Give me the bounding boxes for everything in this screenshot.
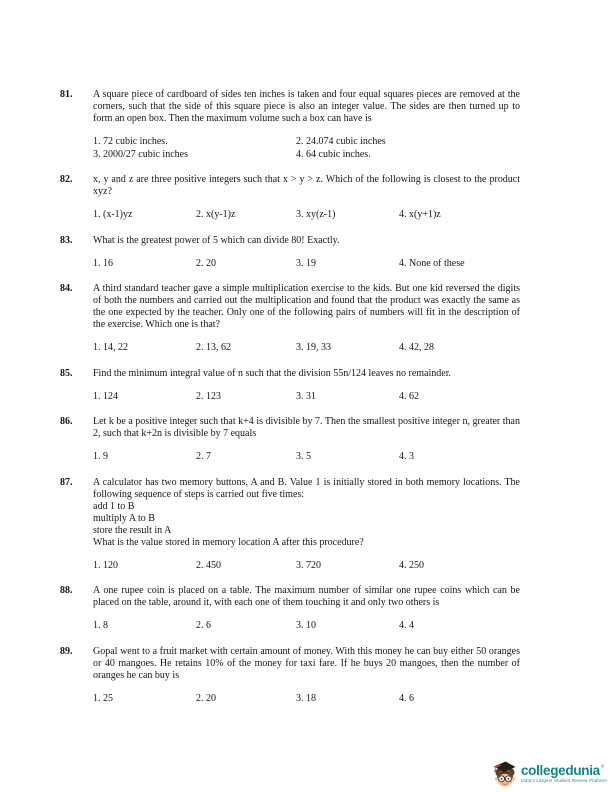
question-number: 84. bbox=[60, 283, 73, 294]
option: 3. 10 bbox=[296, 620, 316, 631]
options-row bbox=[93, 560, 520, 573]
options-row bbox=[93, 620, 520, 633]
question-number: 88. bbox=[60, 585, 73, 596]
question-body bbox=[93, 646, 520, 706]
option: 2. 13, 62 bbox=[196, 342, 231, 353]
registered-trademark-mark: ® bbox=[600, 764, 605, 769]
question-text: What is the greatest power of 5 which can divide 80! Exactly. bbox=[93, 234, 340, 246]
option: 1. 25 bbox=[93, 692, 113, 704]
question-body bbox=[93, 585, 520, 633]
option: 1. 16 bbox=[93, 257, 113, 269]
option: 2. 24.074 cubic inches bbox=[296, 136, 386, 147]
option: 4. 62 bbox=[399, 390, 419, 402]
option: 4. x(y+1)z bbox=[399, 209, 441, 220]
option: 1. 8 bbox=[93, 620, 108, 631]
question-text: store the result in A bbox=[93, 524, 172, 536]
option: 4. 42, 28 bbox=[399, 342, 434, 353]
option: 1. 9 bbox=[93, 451, 108, 462]
option: 4. 4 bbox=[399, 620, 414, 631]
option: 1. 120 bbox=[93, 559, 118, 571]
question-item bbox=[0, 235, 612, 271]
option: 1. (x-1)yz bbox=[93, 209, 133, 220]
question-number: 83. bbox=[60, 234, 73, 246]
option: 1. 72 cubic inches. bbox=[93, 136, 168, 147]
option: 3. 31 bbox=[296, 390, 316, 402]
option: 2. 450 bbox=[196, 559, 221, 571]
option: 2. 6 bbox=[196, 620, 211, 631]
option: 3. 720 bbox=[296, 559, 321, 571]
options-row bbox=[93, 391, 520, 404]
question-item bbox=[0, 646, 612, 706]
option: 1. 14, 22 bbox=[93, 342, 128, 353]
question-text: add 1 to B bbox=[93, 500, 135, 512]
question-item bbox=[0, 585, 612, 633]
question-item bbox=[0, 368, 612, 404]
option: 4. 250 bbox=[399, 559, 424, 571]
question-text: A one rupee coin is placed on a table. The maximum number of similar one rupee coins which can be placed on the table, around it, with each one of them touching it and only two others is bbox=[93, 585, 520, 608]
collegedunia-logo-text bbox=[521, 764, 607, 784]
option: 3. 19 bbox=[296, 257, 316, 269]
question-number: 81. bbox=[60, 89, 73, 100]
question-text: Gopal went to a fruit market with certain amount of money. With this money he can buy either 50 oranges or 40 mangoes. He retains 10% of the money for taxi fare. If he buys 20 mangoes, then the number of oranges he can buy is bbox=[93, 645, 520, 681]
question-text: A square piece of cardboard of sides ten inches is taken and four equal squares pieces are removed at the corners, such that the side of this square piece is also an integer value. The sides are then turned up to form an open box. Then the maximum volume such a box can have is bbox=[93, 89, 520, 124]
options-row bbox=[93, 136, 520, 161]
option: 4. 3 bbox=[399, 451, 414, 462]
collegedunia-brand-name: collegedunia bbox=[520, 763, 600, 778]
option: 2. 123 bbox=[196, 390, 221, 402]
question-body bbox=[93, 283, 520, 355]
option: 3. 19, 33 bbox=[296, 342, 331, 353]
question-number: 82. bbox=[60, 174, 73, 185]
question-text: Let k be a positive integer such that k+4 is divisible by 7. Then the smallest positive integer n, greater than 2, such that k+2n is divisible by 7 equals bbox=[93, 416, 520, 439]
option: 2. 7 bbox=[196, 451, 211, 462]
option: 2. x(y-1)z bbox=[196, 209, 236, 220]
option: 1. 124 bbox=[93, 390, 118, 402]
question-body bbox=[93, 477, 520, 573]
question-number: 85. bbox=[60, 367, 73, 379]
options-row bbox=[93, 258, 520, 271]
option: 2. 20 bbox=[196, 257, 216, 269]
question-text: A calculator has two memory buttons, A and B. Value 1 is initially stored in both memory locations. The following sequence of steps is carried out five times: bbox=[93, 476, 520, 500]
collegedunia-mascot-icon bbox=[492, 759, 518, 789]
option: 3. 5 bbox=[296, 451, 311, 462]
collegedunia-logo bbox=[492, 759, 607, 789]
option: 4. None of these bbox=[399, 257, 465, 269]
options-row bbox=[93, 451, 520, 464]
question-text: multiply A to B bbox=[93, 512, 155, 524]
question-item bbox=[0, 174, 612, 222]
question-text: Find the minimum integral value of n such that the division 55n/124 leaves no remainder. bbox=[93, 367, 451, 379]
question-item bbox=[0, 89, 612, 161]
question-item bbox=[0, 477, 612, 573]
questions-list bbox=[0, 89, 612, 718]
question-body bbox=[93, 235, 520, 271]
question-body bbox=[93, 174, 520, 222]
question-text: What is the value stored in memory location A after this procedure? bbox=[93, 536, 364, 548]
option: 3. xy(z-1) bbox=[296, 209, 336, 220]
option: 2. 20 bbox=[196, 692, 216, 704]
option: 4. 6 bbox=[399, 692, 414, 704]
option: 3. 18 bbox=[296, 692, 316, 704]
options-row bbox=[93, 209, 520, 222]
question-number: 87. bbox=[60, 476, 73, 488]
question-body bbox=[93, 368, 520, 404]
question-item bbox=[0, 416, 612, 464]
question-text: A third standard teacher gave a simple multiplication exercise to the kids. But one kid reversed the digits of both the numbers and carried out the multiplication and found that the product was exactly the same as the one expected by the teacher. Only one of the following pairs of numbers will fit in the description of the exercise. Which one is that? bbox=[93, 283, 520, 330]
question-text: x, y and z are three positive integers such that x > y > z. Which of the following is closest to the product xyz? bbox=[93, 174, 520, 197]
question-number: 89. bbox=[60, 645, 73, 657]
question-item bbox=[0, 283, 612, 355]
options-row bbox=[93, 342, 520, 355]
collegedunia-tagline: India's Largest Student Review Platform bbox=[520, 778, 607, 783]
question-number: 86. bbox=[60, 416, 73, 427]
option: 4. 64 cubic inches. bbox=[296, 148, 371, 160]
question-body bbox=[93, 89, 520, 161]
option: 3. 2000/27 cubic inches bbox=[93, 148, 188, 160]
question-body bbox=[93, 416, 520, 464]
options-row bbox=[93, 693, 520, 706]
